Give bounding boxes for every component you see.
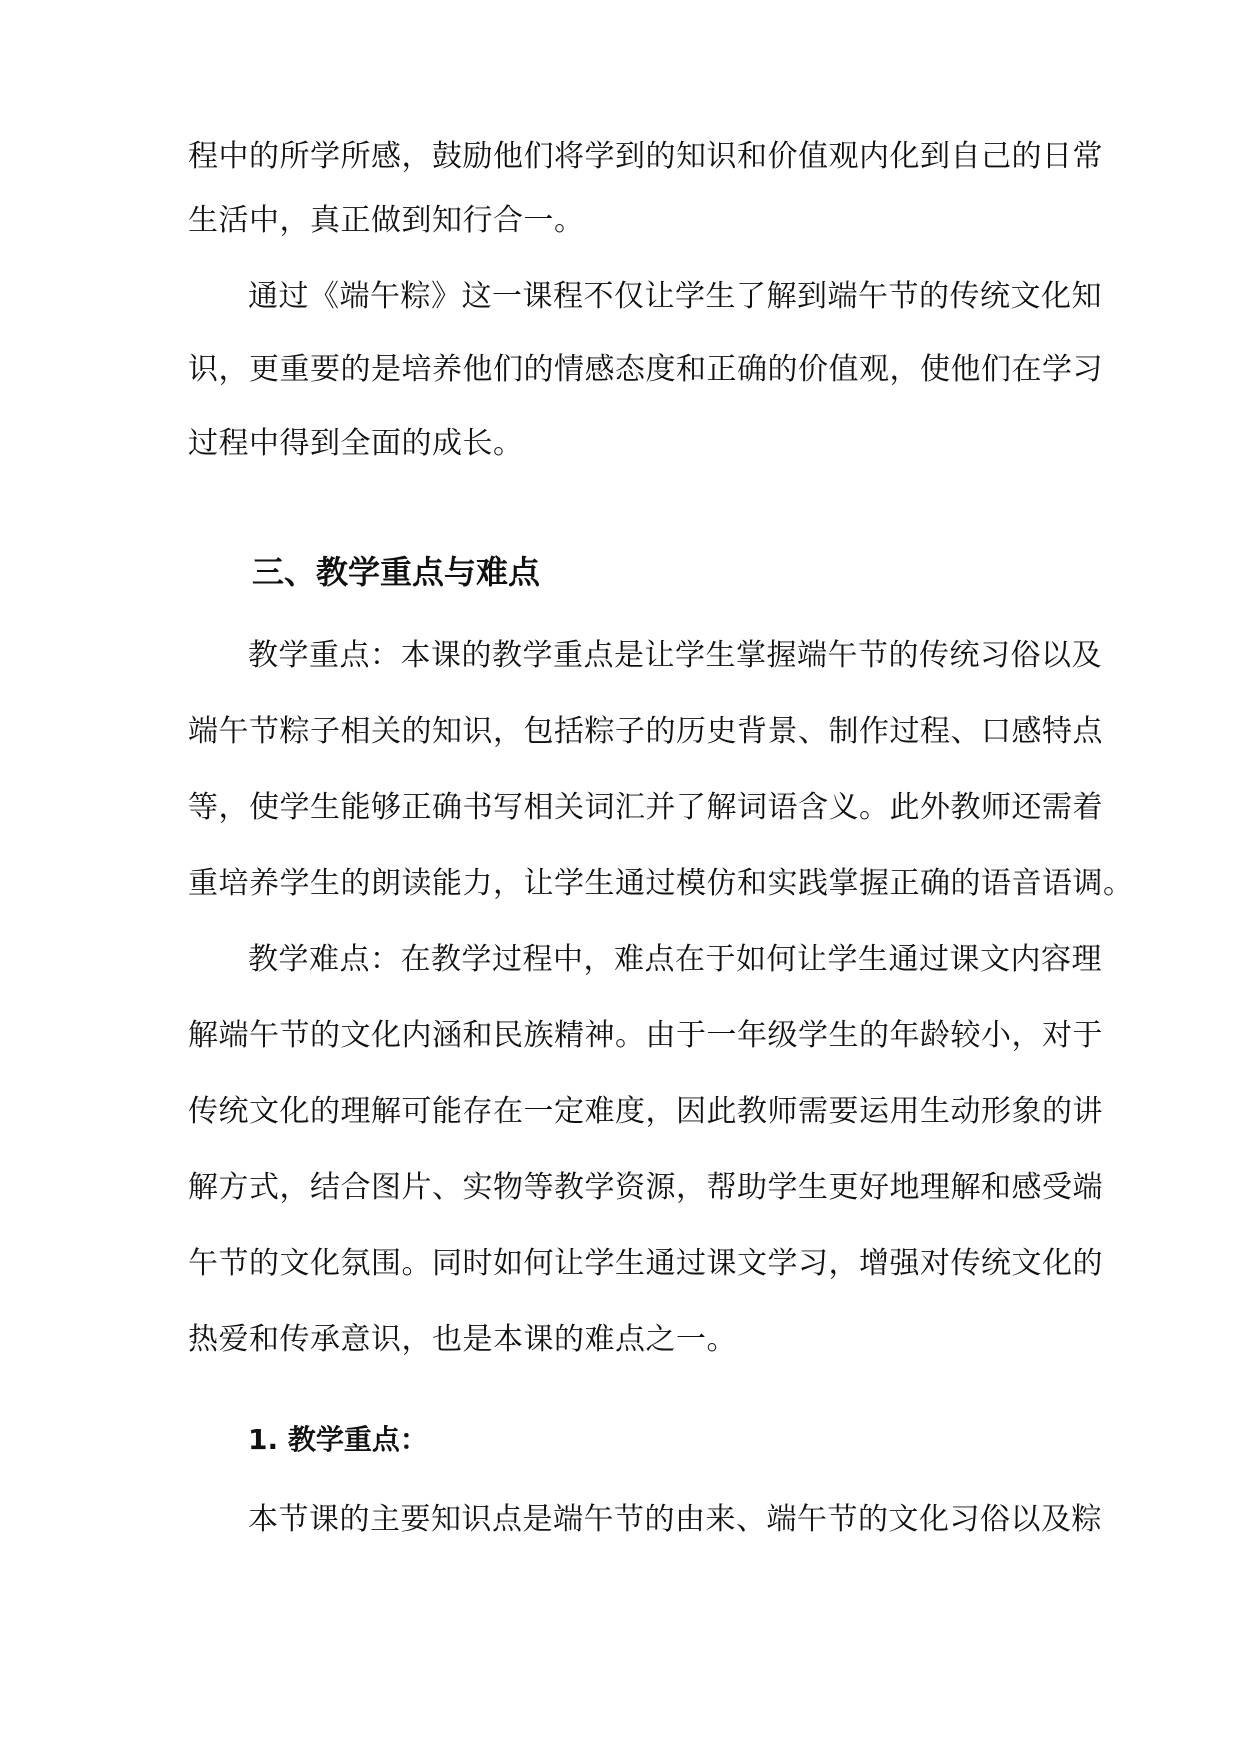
paragraph-line: 解端午节的文化内涵和民族精神。由于一年级学生的年龄较小，对于 [188,1018,1103,1053]
paragraph-line: 识，更重要的是培养他们的情感态度和正确的价值观，使他们在学习 [188,352,1103,387]
paragraph-line: 教学难点：在教学过程中，难点在于如何让学生通过课文内容理 [248,942,1102,977]
sub-heading: 1. 教学重点： [248,1423,428,1456]
paragraph-line: 午节的文化氛围。同时如何让学生通过课文学习，增强对传统文化的 [188,1246,1103,1281]
paragraph-line: 程中的所学所感，鼓励他们将学到的知识和价值观内化到自己的日常 [188,139,1103,174]
paragraph-line: 本节课的主要知识点是端午节的由来、端午节的文化习俗以及粽 [248,1502,1102,1537]
paragraph-line: 等，使学生能够正确书写相关词汇并了解词语含义。此外教师还需着 [188,790,1103,825]
paragraph-line: 传统文化的理解可能存在一定难度，因此教师需要运用生动形象的讲 [188,1094,1103,1129]
paragraph-line: 端午节粽子相关的知识，包括粽子的历史背景、制作过程、口感特点 [188,714,1103,749]
paragraph-line: 生活中，真正做到知行合一。 [188,203,585,238]
paragraph-line: 过程中得到全面的成长。 [188,426,524,461]
paragraph-line: 教学重点：本课的教学重点是让学生掌握端午节的传统习俗以及 [248,638,1102,673]
section-heading: 三、教学重点与难点 [252,553,541,591]
paragraph-line: 通过《端午粽》这一课程不仅让学生了解到端午节的传统文化知 [248,279,1102,314]
paragraph-line: 重培养学生的朗读能力，让学生通过模仿和实践掌握正确的语音语调。 [188,866,1134,901]
paragraph-line: 解方式，结合图片、实物等教学资源，帮助学生更好地理解和感受端 [188,1170,1103,1205]
paragraph-line: 热爱和传承意识，也是本课的难点之一。 [188,1322,737,1357]
